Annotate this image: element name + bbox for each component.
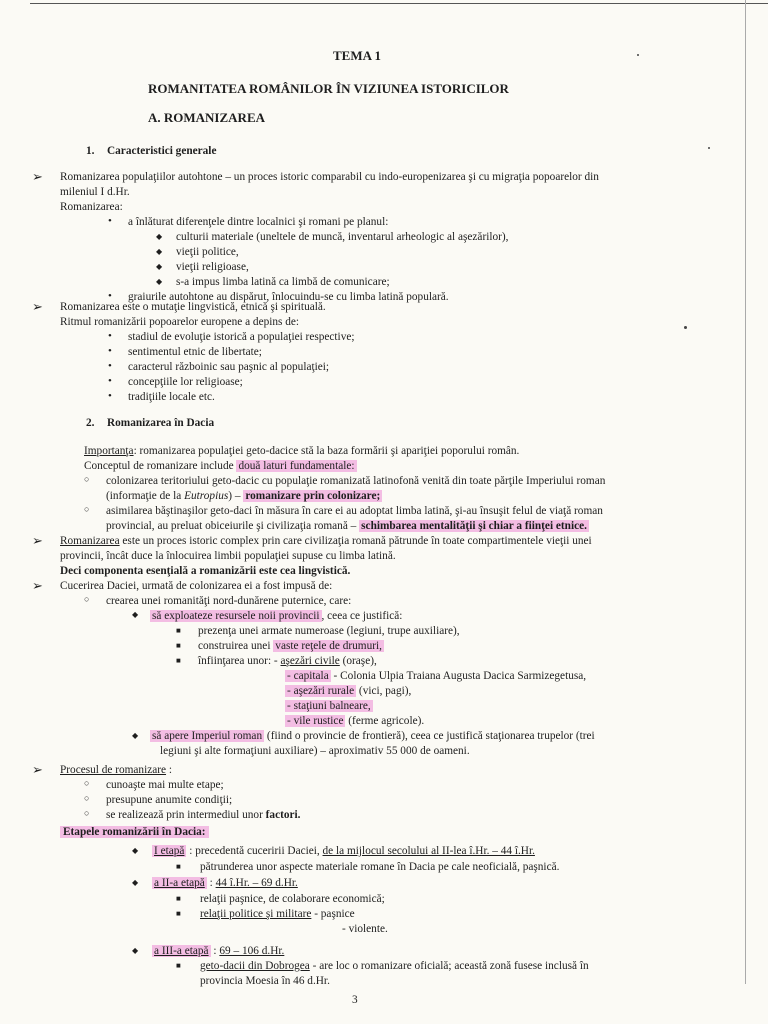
arrow-bullet-icon: ➢ (32, 169, 43, 184)
paragraph-line: provincii, încât duce la înlocuirea limbii populaţiei supuse cu limba latină. (60, 550, 396, 562)
list-item: concepţiile lor religioase; (128, 376, 243, 388)
bullet-icon: • (108, 330, 112, 342)
diamond-bullet-icon: ◆ (132, 946, 139, 955)
document-theme: TEMA 1 (333, 48, 382, 63)
highlighted-text: I etapă (154, 845, 185, 857)
text-run: - are loc o romanizare oficială; această zonă fusese inclusă în (309, 960, 589, 972)
text-run: (informaţie de la (106, 490, 185, 502)
list-item: sentimentul etnic de libertate; (128, 346, 262, 358)
bold-text: factori. (265, 809, 301, 821)
diamond-bullet-icon: ◆ (156, 247, 163, 256)
diamond-bullet-icon: ◆ (132, 846, 139, 855)
underlined-term: Romanizarea (60, 535, 120, 547)
scan-speck (637, 54, 639, 56)
circle-bullet-icon: ○ (84, 594, 90, 604)
highlighted-text: a III-a etapă (154, 945, 209, 957)
square-bullet-icon: ■ (176, 909, 181, 918)
subsection-title: Caracteristici generale (107, 145, 217, 157)
list-item: provincia Moesia în 46 d.Hr. (200, 975, 330, 987)
list-item: - violente. (342, 923, 388, 935)
highlighted-text: - aşezări rurale (287, 685, 355, 697)
square-bullet-icon: ■ (176, 862, 181, 871)
list-item: graiurile autohtone au dispărut, înlocuindu-se cu limba latină populară. (128, 291, 449, 303)
list-item (198, 654, 377, 669)
underlined-term: Procesul de romanizare (60, 764, 167, 776)
square-bullet-icon: ■ (176, 961, 181, 970)
paragraph-line: Deci componenta esenţială a romanizării este cea lingvistică. (60, 565, 351, 577)
diamond-bullet-icon: ◆ (156, 232, 163, 241)
bullet-icon: • (108, 290, 112, 302)
bullet-icon: • (108, 215, 112, 227)
list-item: relaţii paşnice, de colaborare economică; (200, 893, 385, 905)
paragraph-line: Ritmul romanizării popoarelor europene a depins de: (60, 316, 300, 328)
highlighted-text: - staţiuni balneare, (287, 700, 371, 712)
highlighted-text: vaste reţele de drumuri, (275, 640, 382, 652)
circle-bullet-icon: ○ (84, 793, 90, 803)
list-item (106, 519, 589, 534)
list-item: cunoaşte mai multe etape; (106, 779, 224, 791)
highlighted-text: - vile rustice (287, 715, 344, 727)
list-item: stadiul de evoluţie istorică a populaţiei respective; (128, 331, 355, 343)
italic-text: Eutropius (184, 490, 229, 502)
highlighted-text: - capitala (287, 670, 329, 682)
paragraph-line: Romanizarea populaţiilor autohtone – un proces istoric comparabil cu indo-europenizarea şi cu migraţia popoarelor din (60, 171, 599, 183)
list-item (285, 699, 373, 714)
paragraph-line (60, 763, 172, 778)
bullet-icon: • (108, 360, 112, 372)
list-item (106, 489, 382, 504)
text-run: - Colonia Ulpia Traiana Augusta Dacica Sarmizegetusa, (330, 670, 587, 682)
list-item: prezenţa unei armate numeroase (legiuni, trupe auxiliare), (198, 625, 460, 637)
list-item (152, 844, 535, 859)
highlighted-text: romanizare prin colonizare; (245, 490, 381, 502)
arrow-bullet-icon: ➢ (32, 533, 43, 548)
list-item: asimilarea băştinaşilor geto-daci în măsura în care ei au adoptat limba latină, şi-au însuşit felul de viaţă roman (106, 505, 603, 517)
list-item: vieţii religioase, (176, 261, 249, 273)
paragraph-line: Cucerirea Daciei, urmată de colonizarea ei a fost impusă de: (60, 580, 333, 592)
square-bullet-icon: ■ (176, 894, 181, 903)
list-item (285, 684, 411, 699)
paragraph-line: mileniul I d.Hr. (60, 186, 130, 198)
underlined-term: geto-dacii din Dobrogea (200, 960, 310, 972)
underlined-term: aşezări civile (280, 655, 340, 667)
paragraph-line: Romanizarea: (60, 201, 123, 213)
diamond-bullet-icon: ◆ (156, 277, 163, 286)
underlined-term: de la mijlocul secolului al II-lea î.Hr. – 44 î.Hr. (322, 845, 535, 857)
arrow-bullet-icon: ➢ (32, 762, 43, 777)
highlighted-text: să apere Imperiul roman (152, 730, 263, 742)
underlined-term: 69 – 106 d.Hr. (219, 945, 285, 957)
bullet-icon: • (108, 345, 112, 357)
underlined-term: Importanţa (84, 445, 134, 457)
circle-bullet-icon: ○ (84, 778, 90, 788)
list-item (150, 609, 402, 624)
highlighted-text: schimbarea mentalităţii şi chiar a fiinţei etnice. (361, 520, 587, 532)
list-item (198, 639, 384, 654)
list-item (285, 669, 586, 684)
diamond-bullet-icon: ◆ (132, 878, 139, 887)
underlined-term: 44 î.Hr. – 69 d.Hr. (215, 877, 298, 889)
list-item (152, 944, 284, 959)
square-bullet-icon: ■ (176, 641, 181, 650)
document-title: ROMANITATEA ROMÂNILOR ÎN VIZIUNEA ISTORICILOR (148, 81, 509, 96)
subsection-number: 2. (86, 417, 95, 429)
bullet-icon: • (108, 390, 112, 402)
list-item: colonizarea teritoriului geto-dacic cu populaţie romanizată latinofonă venită din toate părţile Imperiului roman (106, 475, 606, 487)
text-run: înfiinţarea unor: - (198, 655, 281, 667)
text-run: (ferme agricole). (345, 715, 425, 727)
text-run: (vici, pagi), (356, 685, 412, 697)
highlighted-text: să exploateze resursele noii provincii (152, 610, 320, 622)
highlighted-text: două laturi fundamentale: (238, 460, 355, 472)
bullet-icon: • (108, 375, 112, 387)
subsection-title: Romanizarea în Dacia (107, 417, 215, 429)
text-run: : romanizarea populaţiei geto-dacice stă la baza formării şi apariţiei poporului român. (133, 445, 520, 457)
text-run: : (206, 877, 216, 889)
text-run: ) – (228, 490, 244, 502)
scan-speck (684, 326, 687, 329)
circle-bullet-icon: ○ (84, 504, 90, 514)
section-heading: A. ROMANIZAREA (148, 110, 265, 125)
text-run: (oraşe), (339, 655, 377, 667)
list-item (106, 808, 300, 823)
subsection-number: 1. (86, 145, 95, 157)
diamond-bullet-icon: ◆ (132, 610, 139, 619)
paragraph-line (60, 534, 592, 549)
highlighted-text: Etapele romanizării în Dacia: (60, 826, 209, 838)
paragraph-line (60, 825, 209, 840)
list-item: legiuni şi alte formaţiuni auxiliare) – aproximativ 55 000 de oameni. (160, 745, 470, 757)
diamond-bullet-icon: ◆ (132, 731, 139, 740)
list-item (285, 714, 424, 729)
text-run: provincial, au preluat obiceiurile şi civilizaţia romană – (106, 520, 360, 532)
list-item: crearea unei romanităţi nord-dunărene puternice, care: (106, 595, 352, 607)
text-run: Conceptul de romanizare include (84, 460, 237, 472)
highlighted-text: a II-a etapă (154, 877, 205, 889)
text-run: : (166, 764, 172, 776)
list-item (200, 959, 589, 974)
list-item: pătrunderea unor aspecte materiale romane în Dacia pe cale neoficială, paşnică. (200, 861, 560, 873)
text-run: , ceea ce justifică: (321, 610, 403, 622)
list-item (200, 907, 355, 922)
diamond-bullet-icon: ◆ (156, 262, 163, 271)
page-number: 3 (352, 994, 358, 1006)
list-item (152, 876, 298, 891)
paragraph-line (84, 459, 357, 474)
text-run: construirea unei (198, 640, 274, 652)
list-item: culturii materiale (uneltele de muncă, inventarul arheologic al aşezărilor), (176, 231, 509, 243)
list-item: a înlăturat diferenţele dintre localnici şi romani pe planul: (128, 216, 389, 228)
list-item: tradiţiile locale etc. (128, 391, 215, 403)
square-bullet-icon: ■ (176, 626, 181, 635)
arrow-bullet-icon: ➢ (32, 578, 43, 593)
circle-bullet-icon: ○ (84, 474, 90, 484)
page-edge (30, 3, 768, 4)
text-run: : precedentă cuceririi Daciei, (186, 845, 323, 857)
text-run: - paşnice (311, 908, 355, 920)
paragraph-line: Romanizarea este o mutaţie lingvistică, etnică şi spirituală. (60, 301, 326, 313)
list-item: presupune anumite condiţii; (106, 794, 233, 806)
list-item: caracterul războinic sau paşnic al populaţiei; (128, 361, 330, 373)
circle-bullet-icon: ○ (84, 808, 90, 818)
text-run: (fiind o provincie de frontieră), ceea ce justifică staţionarea trupelor (trei (264, 730, 595, 742)
square-bullet-icon: ■ (176, 656, 181, 665)
scan-speck (708, 147, 710, 149)
page-edge (745, 0, 746, 984)
list-item: s-a impus limba latină ca limbă de comunicare; (176, 276, 390, 288)
paragraph-line (84, 444, 519, 459)
underlined-term: relaţii politice şi militare (200, 908, 312, 920)
list-item (150, 729, 595, 744)
arrow-bullet-icon: ➢ (32, 299, 43, 314)
text-run: este un proces istoric complex prin care civilizaţia romană pătrunde în toate compartimentele vieţii unei (119, 535, 592, 547)
text-run: : (210, 945, 220, 957)
list-item: vieţii politice, (176, 246, 239, 258)
text-run: se realizează prin intermediul unor (106, 809, 266, 821)
